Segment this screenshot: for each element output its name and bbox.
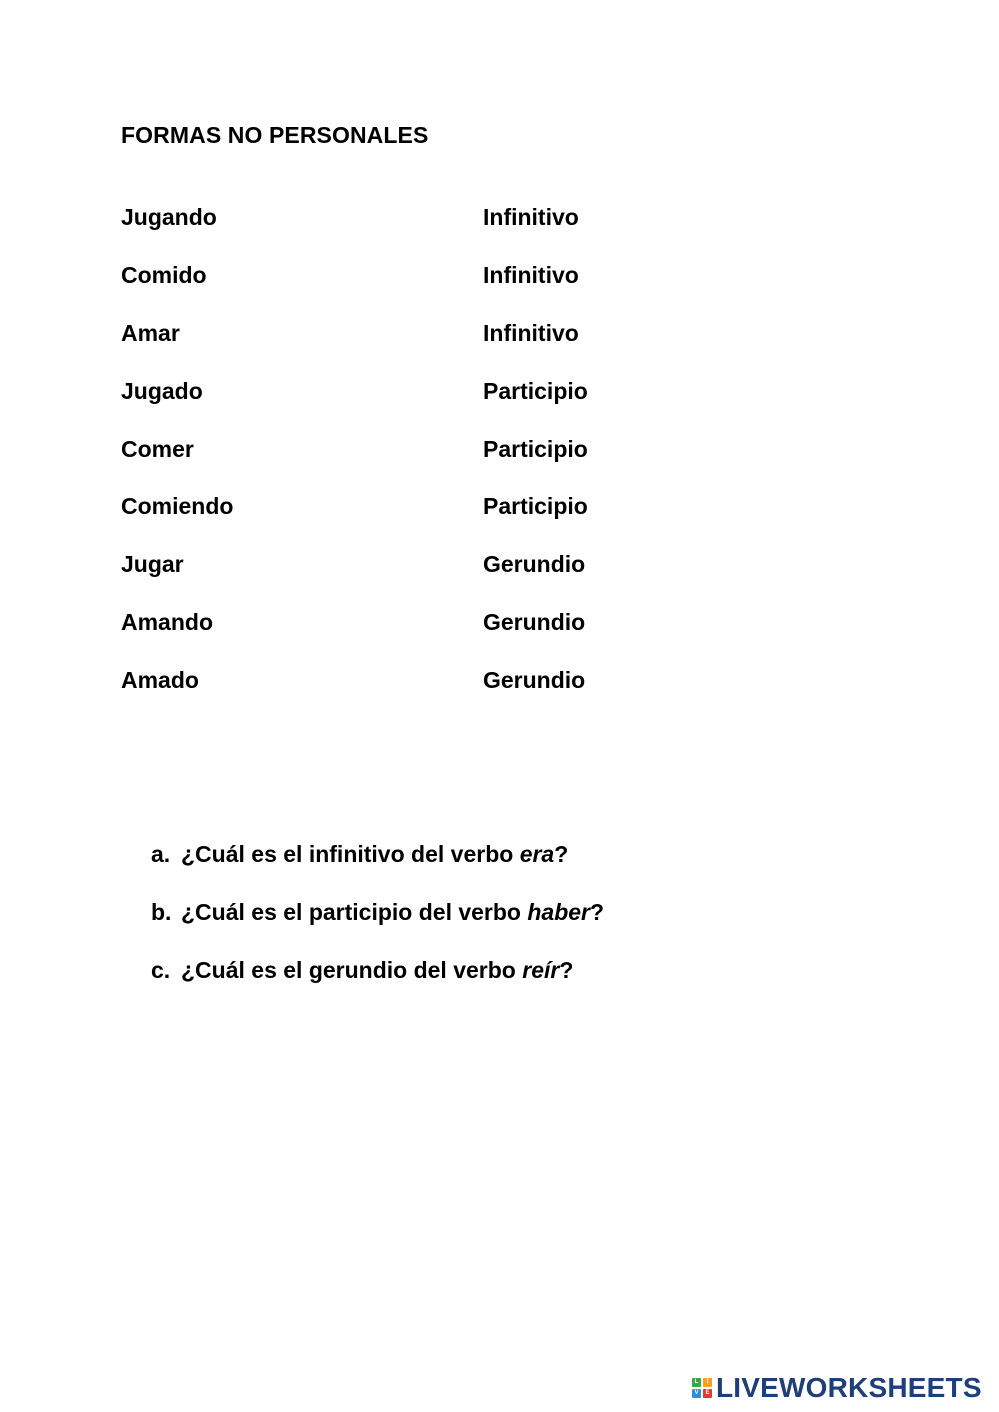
list-item: [121, 204, 821, 262]
form-label: Participio: [483, 377, 588, 404]
question-list: [151, 841, 911, 1015]
verb-label: Comer: [121, 435, 194, 462]
verb-label: Amar: [121, 319, 180, 346]
verb-label: Jugar: [121, 551, 184, 578]
list-item: [121, 436, 821, 494]
question-text: ¿Cuál es el infinitivo del verbo: [181, 841, 520, 867]
logo-mark-tile: V: [692, 1389, 701, 1398]
list-item: [121, 551, 821, 609]
form-label: Infinitivo: [483, 204, 579, 230]
verb-label: Amado: [121, 667, 199, 694]
question-item: [151, 899, 911, 957]
question-marker: c.: [151, 957, 171, 983]
question-text: ¿Cuál es el participio del verbo: [181, 899, 528, 925]
question-verb: haber: [527, 899, 591, 925]
logo-mark-tile: I: [703, 1378, 712, 1387]
question-verb: era: [519, 841, 555, 867]
question-mark: ?: [554, 841, 569, 867]
question-text: ¿Cuál es el gerundio del verbo: [181, 957, 523, 983]
question-marker: b.: [151, 899, 172, 925]
form-label: Gerundio: [483, 551, 586, 578]
liveworksheets-logo: [692, 1372, 982, 1404]
logo-mark-tile: E: [703, 1389, 712, 1398]
list-item: [121, 609, 821, 667]
form-label: Participio: [483, 435, 588, 462]
logo-mark-tile: L: [692, 1378, 701, 1387]
form-label: Gerundio: [483, 667, 586, 694]
question-marker: a.: [151, 841, 171, 867]
question-mark: ?: [590, 899, 605, 925]
list-item: [121, 378, 821, 436]
list-item: [121, 667, 821, 725]
form-label: Infinitivo: [483, 319, 579, 346]
list-item: [121, 262, 821, 320]
question-verb: reír: [522, 957, 560, 983]
logo-mark-icon: [692, 1378, 712, 1398]
logo-text: LIVEWORKSHEETS: [716, 1372, 982, 1403]
form-label: Gerundio: [483, 609, 586, 636]
list-item: [121, 493, 821, 551]
list-item: [121, 320, 821, 378]
form-label: Participio: [483, 493, 588, 520]
verb-label: Jugado: [121, 377, 203, 404]
verb-label: Comiendo: [121, 493, 234, 520]
question-item: [151, 957, 911, 1015]
verb-label: Comido: [121, 261, 207, 288]
form-label: Infinitivo: [483, 261, 579, 288]
verb-label: Jugando: [121, 204, 217, 230]
verb-form-list: [121, 204, 821, 725]
page-title: FORMAS NO PERSONALES: [121, 122, 429, 148]
question-item: [151, 841, 911, 899]
question-mark: ?: [559, 957, 574, 983]
verb-label: Amando: [121, 609, 213, 636]
